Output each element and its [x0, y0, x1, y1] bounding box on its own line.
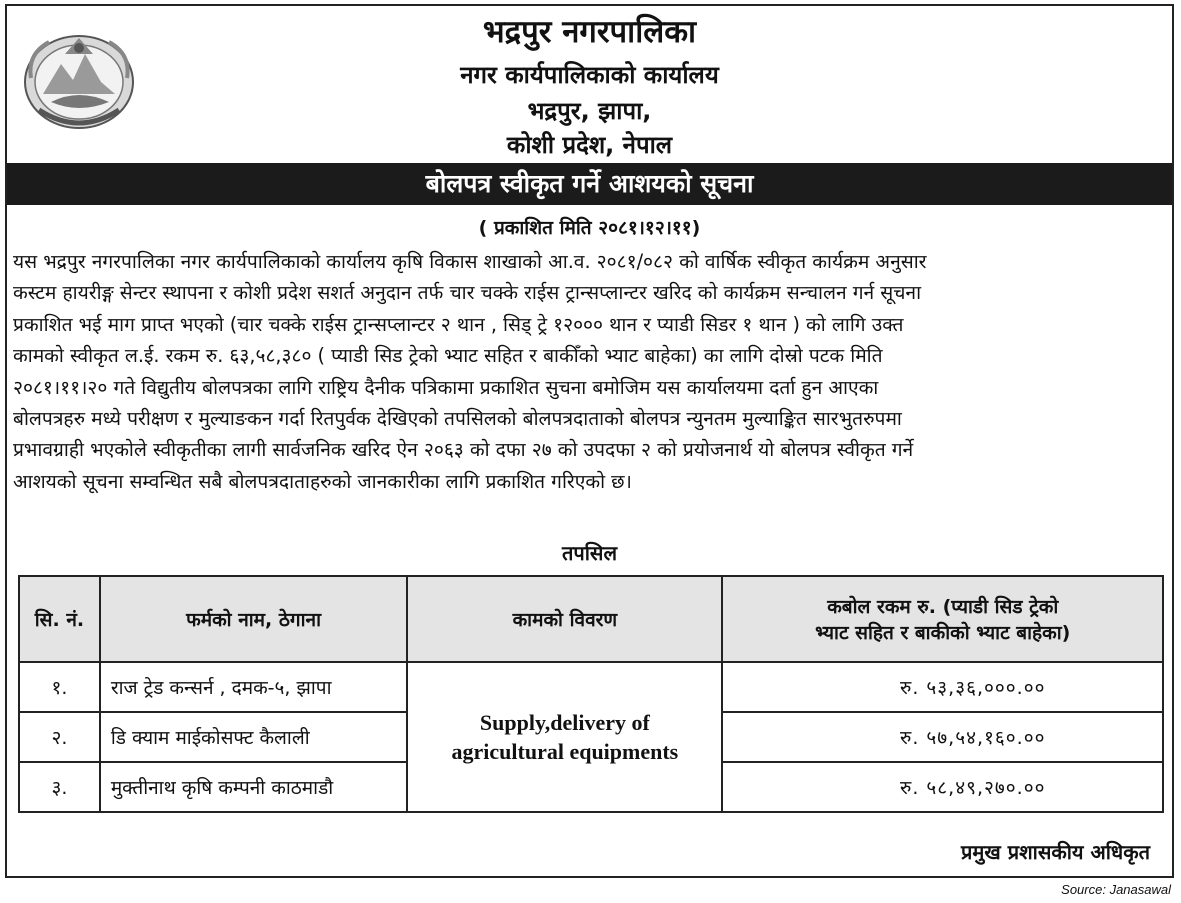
table-title: तपसिल — [561, 541, 618, 565]
notice-body — [13, 246, 1165, 497]
body-line: कामको स्वीकृत ल.ई. रकम रु. ६३,५८,३८० ( प्याडी सिड ट्रेको भ्याट सहित र बाकीँको भ्याट बाहेका) का लागि दोस्रो पटक मिति — [13, 344, 883, 368]
row-firm: डि क्याम माईकोसफ्ट कैलाली — [100, 712, 407, 762]
body-line: २०८१।११।२० गते विद्युतीय बोलपत्रका लागि राष्ट्रिय दैनीक पत्रिकामा प्रकाशित सुचना बमोजिम यस कार्यालयमा दर्ता हुन आएका — [13, 375, 879, 399]
work-description-line1: Supply,delivery of — [479, 710, 650, 735]
row-amount: रु. ५८,४९,२७०.०० — [722, 762, 1163, 812]
municipality-name: भद्रपुर नगरपालिका — [482, 14, 697, 50]
body-line: प्रकाशित भई माग प्राप्त भएको (चार चक्के राईस ट्रान्सप्लान्टर २ थान , सिड् ट्रे १२००० थान र प्याडी सिडर १ थान ) को लागि उक्त — [13, 312, 904, 336]
row-sn: १. — [19, 662, 100, 712]
row-firm: राज ट्रेड कन्सर्न , दमक-५, झापा — [100, 662, 407, 712]
row-amount: रु. ५७,५४,१६०.०० — [722, 712, 1163, 762]
body-line: बोलपत्रहरु मध्ये परीक्षण र मुल्याङकन गर्दा रितपुर्वक देखिएको तपसिलको बोलपत्रदाताको बोलपत्र न्युनतम मुल्याङ्कित सारभुतरुपमा — [13, 407, 902, 431]
header-amount-line2: भ्याट सहित र बाकीको भ्याट बाहेका) — [815, 622, 1071, 644]
table-row — [19, 662, 1163, 712]
work-description-line2: agricultural equipments — [451, 739, 679, 764]
body-line: आशयको सूचना सम्वन्धित सबै बोलपत्रदाताहरुको जानकारीका लागि प्रकाशित गरिएको छ। — [13, 469, 632, 493]
header-work: कामको विवरण — [407, 576, 722, 662]
source-credit: Source: Janasawal — [1061, 882, 1171, 897]
row-sn: ३. — [19, 762, 100, 812]
body-line: प्रभावग्राही भएकोले स्वीकृतीका लागी सार्वजनिक खरिद ऐन २०६३ को दफा २७ को उपदफा २ को प्रयोजनार्थ यो बोलपत्र स्वीकृत गर्ने — [13, 438, 914, 462]
row-firm: मुक्तीनाथ कृषि कम्पनी काठमाडौ — [100, 762, 407, 812]
office-address: भद्रपुर, झापा, — [527, 97, 652, 125]
row-amount: रु. ५३,३६,०००.०० — [722, 662, 1163, 712]
signatory: प्रमुख प्रशासकीय अधिकृत — [961, 840, 1150, 864]
header-amount-line1: कबोल रकम रु. (प्याडी सिड ट्रेको — [827, 596, 1059, 618]
notice-frame — [5, 4, 1174, 878]
row-sn: २. — [19, 712, 100, 762]
header-firm: फर्मको नाम, ठेगाना — [100, 576, 407, 662]
bidders-table — [18, 575, 1164, 813]
office-province: कोशी प्रदेश, नेपाल — [506, 131, 673, 159]
publish-date: ( प्रकाशित मिति २०८१।१२।११) — [478, 217, 701, 239]
body-line: कस्टम हायरीङ्ग सेन्टर स्थापना र कोशी प्रदेश सशर्त अनुदान तर्फ चार चक्के राईस ट्रान्सप्लान्टर खरिद को कार्यक्रम सन्चालन गर्न सूचना — [13, 281, 922, 305]
table-header-row — [19, 576, 1163, 662]
work-description — [407, 662, 722, 812]
office-name: नगर कार्यपालिकाको कार्यालय — [460, 61, 719, 89]
body-line: यस भद्रपुर नगरपालिका नगर कार्यपालिकाको कार्यालय कृषि विकास शाखाको आ.व. २०८१/०८२ को वार्षिक स्वीकृत कार्यक्रम अनुसार — [13, 250, 927, 273]
notice-title-banner: बोलपत्र स्वीकृत गर्ने आशयको सूचना — [7, 163, 1172, 205]
letterhead — [7, 6, 1172, 162]
header-sn: सि. नं. — [19, 576, 100, 662]
header-amount — [722, 576, 1163, 662]
